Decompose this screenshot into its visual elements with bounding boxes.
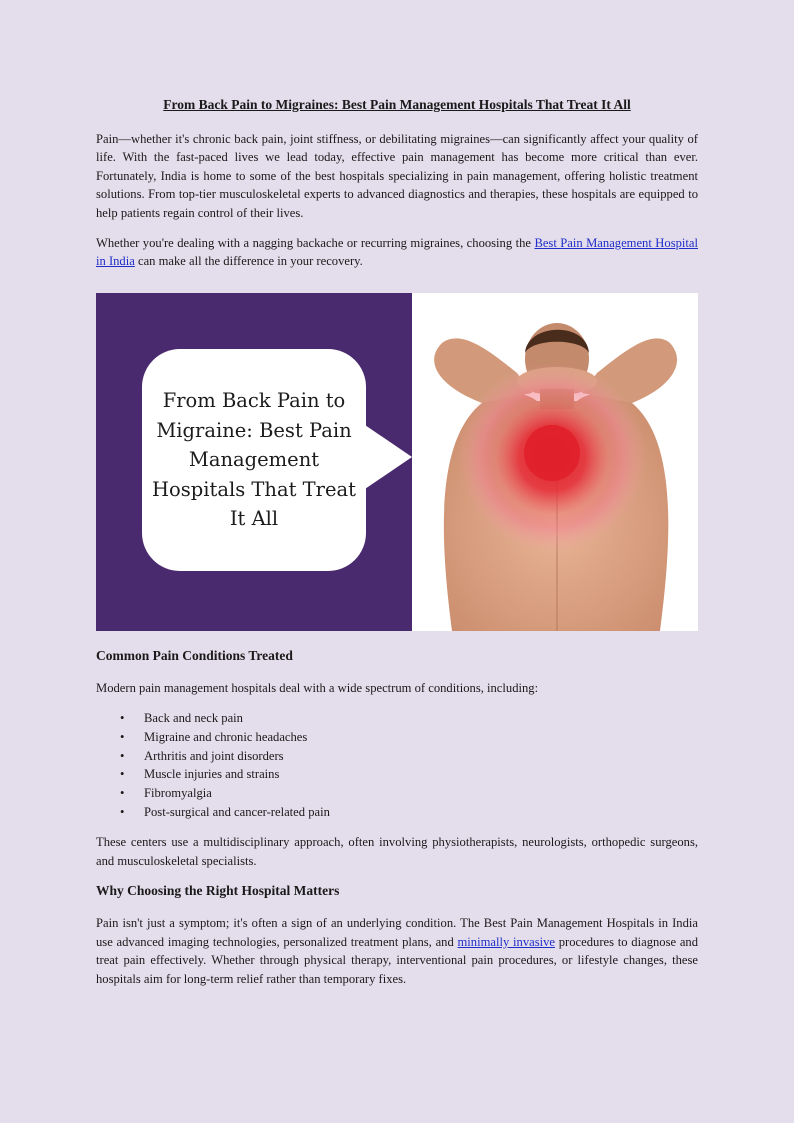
speech-bubble-text: From Back Pain to Migraine: Best Pain Management Hospitals That Treat It All	[152, 389, 356, 531]
speech-bubble-tail	[362, 423, 412, 491]
recommendation-paragraph	[96, 234, 698, 271]
bullet-icon: •	[120, 729, 125, 744]
section1-heading: Common Pain Conditions Treated	[96, 647, 293, 663]
list-item: • Muscle injuries and strains	[144, 765, 698, 784]
list-item: • Post-surgical and cancer-related pain	[144, 803, 698, 822]
bullet-icon: •	[120, 767, 125, 782]
section2-text-after: procedures to diagnose and treat pain effectively. Whether through physical therapy, interventional pain procedures, or lifestyle changes, these hospitals aim for long-term relief rather than temporary fixes.	[96, 934, 699, 986]
document-page	[96, 96, 698, 1000]
best-pain-hospital-link[interactable]: Best Pain Management Hospital in India	[96, 236, 698, 269]
conditions-list	[96, 709, 698, 821]
pain-core	[524, 425, 580, 481]
section2-heading: Why Choosing the Right Hospital Matters	[96, 883, 340, 899]
recommendation-text-after: can make all the difference in your recovery.	[134, 254, 363, 269]
figure-purple-panel	[96, 293, 412, 631]
back-pain-illustration	[412, 293, 698, 631]
section2-paragraph	[96, 914, 698, 988]
speech-bubble	[142, 349, 366, 571]
bullet-icon: •	[120, 711, 125, 726]
hero-figure	[96, 293, 698, 631]
section1-outro: These centers use a multidisciplinary approach, often involving physiotherapists, neurologists, orthopedic surgeons, and musculoskeletal specialists.	[96, 835, 698, 868]
bullet-icon: •	[120, 786, 125, 801]
intro-paragraph: Pain—whether it's chronic back pain, joint stiffness, or debilitating migraines—can significantly affect your quality of life. With the fast-paced lives we lead today, effective pain management has become more critical than ever. Fortunately, India is home to some of the best hospitals specializing in pain management, offering holistic treatment solutions. From top-tier musculoskeletal experts to advanced diagnostics and therapies, these hospitals are equipped to help patients regain control of their lives.	[96, 132, 698, 220]
list-item: • Back and neck pain	[144, 709, 698, 728]
minimally-invasive-link[interactable]: minimally invasive	[457, 934, 556, 949]
section1-intro: Modern pain management hospitals deal with a wide spectrum of conditions, including:	[96, 680, 539, 695]
bullet-icon: •	[120, 804, 125, 819]
bullet-icon: •	[120, 748, 125, 763]
section2-text-before: Pain isn't just a symptom; it's often a sign of an underlying condition. The Best Pain Management Hospitals in India use advanced imaging technologies, personalized treatment plans, and	[96, 916, 698, 949]
recommendation-text-before: Whether you're dealing with a nagging backache or recurring migraines, choosing the	[96, 236, 535, 251]
list-item: • Migraine and chronic headaches	[144, 728, 698, 747]
document-title: From Back Pain to Migraines: Best Pain Management Hospitals That Treat It All	[163, 97, 631, 112]
figure-photo-panel	[412, 293, 698, 631]
list-item: • Fibromyalgia	[144, 784, 698, 803]
list-item: • Arthritis and joint disorders	[144, 747, 698, 766]
